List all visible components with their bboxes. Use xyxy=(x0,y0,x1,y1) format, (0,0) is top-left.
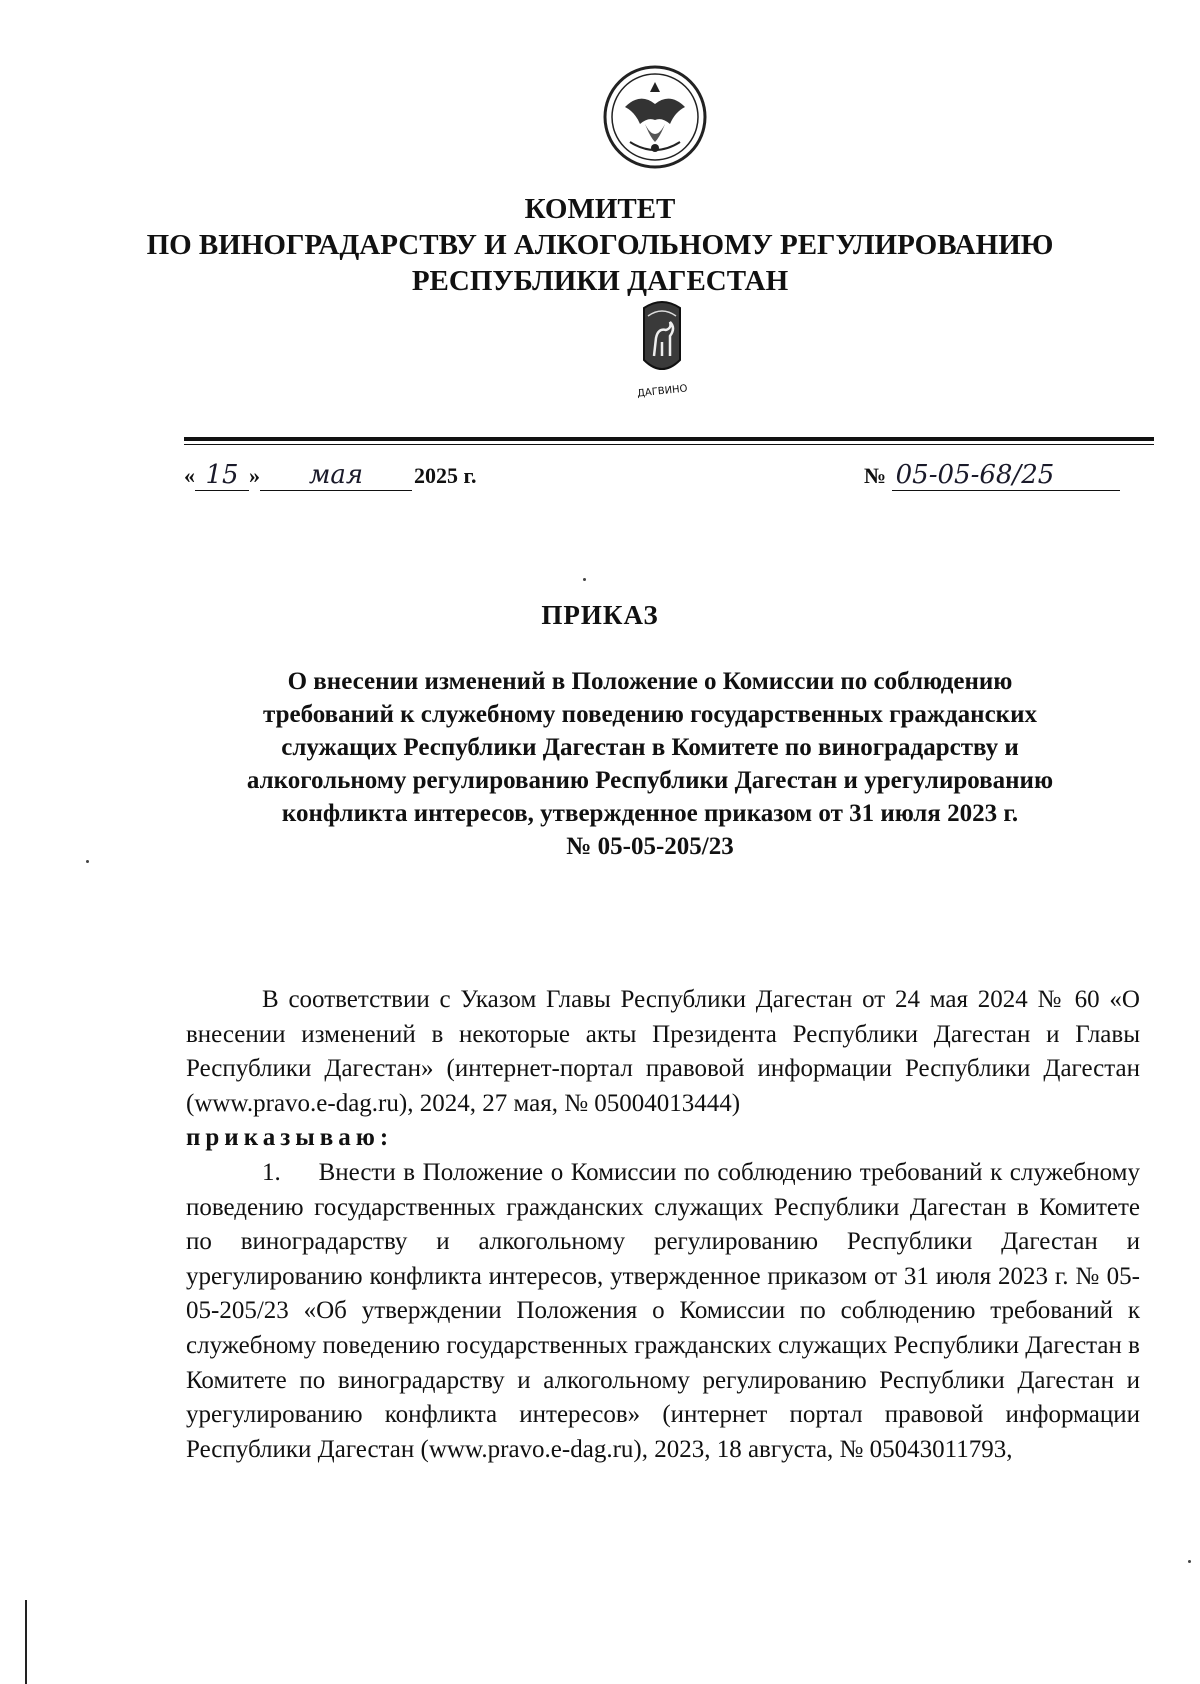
item-1-number: 1. xyxy=(262,1158,281,1186)
date-month: мая xyxy=(260,460,412,491)
order-date xyxy=(184,460,477,491)
scan-speck xyxy=(583,578,586,581)
item-1 xyxy=(186,1156,1140,1467)
dagvino-logo-icon xyxy=(622,298,702,402)
number-label: № xyxy=(864,463,887,488)
subject-line: служащих Республики Дагестан в Комитете по виноградарству и xyxy=(281,734,1019,761)
preamble-paragraph: В соответствии с Указом Главы Республики Дагестан от 24 мая 2024 № 60 «О внесении изменений в некоторые акты Президента Республики Дагестан и Главы Республики Дагестан» (интернет-портал правовой информации Республики Дагестан (www.pravo.e-dag.ru), 2024, 27 мая, № 05004013444) xyxy=(186,986,1140,1117)
subject-line: О внесении изменений в Положение о Комиссии по соблюдению xyxy=(287,668,1013,695)
header-divider-thin xyxy=(184,444,1154,445)
committee-title: КОМИТЕТ xyxy=(524,193,676,225)
order-word xyxy=(186,1121,1140,1156)
date-close-quote: » xyxy=(249,463,260,488)
committee-subtitle: ПО ВИНОГРАДАРСТВУ И АЛКОГОЛЬНОМУ РЕГУЛИРОВАНИЮ xyxy=(146,229,1054,261)
svg-text:ДАГВИНО: ДАГВИНО xyxy=(636,383,689,400)
state-emblem-icon xyxy=(600,62,710,172)
date-day: 15 xyxy=(195,460,249,491)
subject-line: алкогольному регулированию Республики Дагестан и урегулированию xyxy=(246,767,1054,794)
scan-margin-mark xyxy=(25,1600,27,1684)
subject-line: требований к служебному поведению государственных гражданских xyxy=(263,701,1037,728)
committee-region: РЕСПУБЛИКИ ДАГЕСТАН xyxy=(411,265,789,297)
order-number xyxy=(864,460,1120,491)
order-body xyxy=(186,983,1140,1467)
date-year: 2025 г. xyxy=(414,463,477,488)
number-value: 05-05-68/25 xyxy=(892,460,1120,491)
subject-line: № 05-05-205/23 xyxy=(566,833,734,860)
item-1-text: Внести в Положение о Комиссии по соблюдению требований к служебному поведению государственных гражданских служащих Республики Дагестан в Комитете по виноградарству и алкогольному регулированию Республики Дагестан и урегулированию конфликта интересов, утвержденное приказом от 31 июля 2023 г. № 05-05-205/23 «Об утверждении Положения о Комиссии по соблюдению требований к служебному поведению государственных гражданских служащих Республики Дагестан в Комитете по виноградарству и алкогольному регулированию Республики Дагестан и урегулированию конфликта интересов» (интернет портал правовой информации Республики Дагестан (www.pravo.e-dag.ru), 2023, 18 августа, № 05043011793, xyxy=(186,1158,1140,1463)
order-word-text: приказываю: xyxy=(186,1124,394,1152)
subject-line: конфликта интересов, утвержденное приказом от 31 июля 2023 г. xyxy=(281,800,1019,827)
document-title: ПРИКАЗ xyxy=(541,600,659,630)
header-divider-thick xyxy=(184,437,1154,441)
date-open-quote: « xyxy=(184,463,195,488)
scan-speck xyxy=(86,860,89,863)
scan-speck xyxy=(1188,1560,1191,1563)
order-subject xyxy=(210,665,1090,863)
